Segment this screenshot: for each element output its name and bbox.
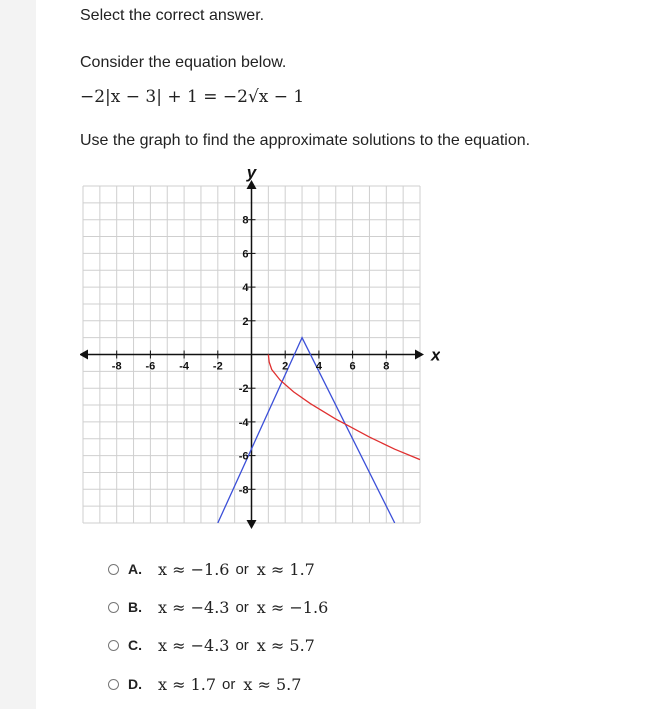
- choice-d[interactable]: [108, 671, 301, 697]
- choice-value-right: x ≈ 5.7: [243, 674, 302, 694]
- graph-axes: [80, 180, 424, 529]
- coordinate-graph: [80, 166, 440, 530]
- y-tick-label: 2: [242, 315, 249, 328]
- choice-or: or: [235, 598, 249, 616]
- y-tick-label: 4: [242, 282, 249, 295]
- choice-or: or: [235, 636, 249, 654]
- instruction-text: Select the correct answer.: [80, 7, 265, 24]
- y-tick-label: -6: [238, 450, 249, 463]
- choice-a[interactable]: [108, 556, 315, 582]
- x-tick-label: -2: [212, 360, 223, 373]
- choice-letter: D.: [128, 676, 142, 692]
- graph-instruction-text: Use the graph to find the approximate solutions to the equation.: [80, 132, 531, 149]
- x-tick-label: -4: [179, 360, 189, 373]
- radio-button[interactable]: [108, 564, 119, 575]
- choice-value-right: x ≈ 1.7: [256, 559, 315, 579]
- square-root-graph-line: [268, 355, 420, 460]
- choice-letter: C.: [128, 637, 142, 653]
- y-tick-label: 8: [242, 214, 249, 227]
- radio-button[interactable]: [108, 640, 119, 651]
- y-tick-label: -2: [238, 383, 249, 396]
- y-tick-label: -8: [238, 484, 249, 497]
- choice-value-left: x ≈ −4.3: [158, 597, 230, 617]
- choice-or: or: [235, 560, 249, 578]
- x-tick-label: -8: [111, 360, 122, 373]
- choice-value-right: x ≈ −1.6: [256, 597, 329, 617]
- x-axis-label: x: [431, 345, 440, 365]
- prompt-text: Consider the equation below.: [80, 54, 287, 71]
- x-tick-label: -6: [145, 360, 156, 373]
- left-rail: [0, 0, 36, 709]
- x-axis-arrow-left: [80, 350, 88, 360]
- y-tick-label: 6: [242, 248, 249, 261]
- choice-c[interactable]: [108, 632, 315, 658]
- choice-b[interactable]: [108, 594, 328, 620]
- choice-value-left: x ≈ 1.7: [158, 674, 217, 694]
- choice-value-left: x ≈ −1.6: [158, 559, 230, 579]
- y-axis-arrow-down: [247, 520, 257, 529]
- x-tick-label: 6: [349, 360, 356, 373]
- x-tick-label: 2: [282, 360, 289, 373]
- radio-button[interactable]: [108, 602, 119, 613]
- choice-or: or: [222, 675, 236, 693]
- x-tick-label: 8: [383, 360, 390, 373]
- choice-value-left: x ≈ −4.3: [158, 635, 230, 655]
- choice-letter: B.: [128, 599, 142, 615]
- choice-value-right: x ≈ 5.7: [256, 635, 315, 655]
- x-tick-label: 4: [315, 360, 322, 373]
- equation: −2|x − 3| + 1 = −2√x − 1: [80, 87, 305, 107]
- choice-letter: A.: [128, 561, 142, 577]
- y-tick-label: -4: [238, 416, 249, 429]
- y-axis-label: y: [246, 166, 257, 182]
- radio-button[interactable]: [108, 679, 119, 690]
